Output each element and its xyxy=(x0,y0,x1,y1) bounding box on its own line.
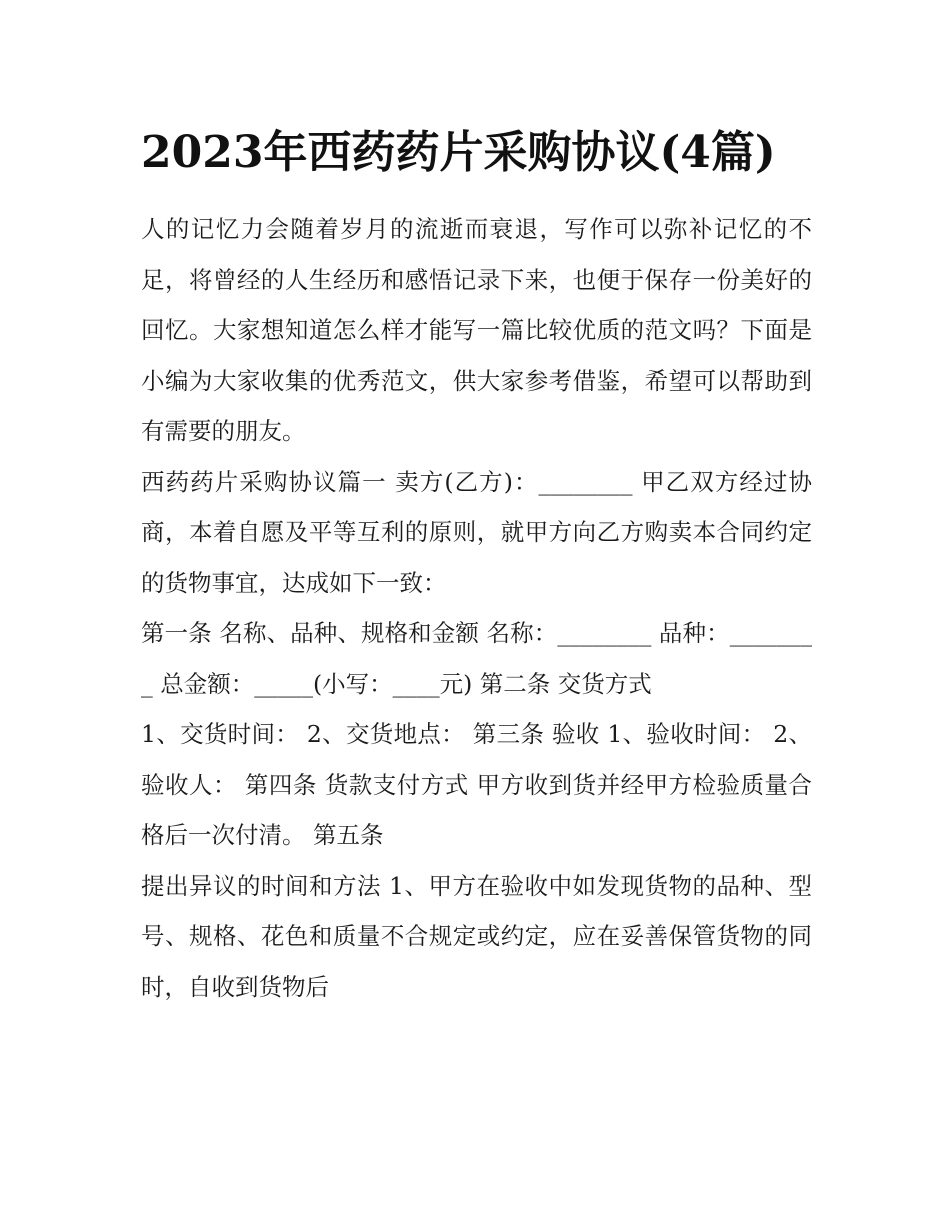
articles-three-to-five-paragraph: 1、交货时间： 2、交货地点： 第三条 验收 1、验收时间： 2、验收人： 第四条 货款支付方式 甲方收到货并经甲方检验质量合格后一次付清。 第五条 xyxy=(141,720,812,849)
article-one-two-paragraph: 第一条 名称、品种、规格和金额 名称：________ 品种：________ 总金额：_____(小写：____元) 第二条 交货方式 xyxy=(141,619,812,698)
agreement-opening-paragraph: 西药药片采购协议篇一 卖方(乙方)：________ 甲乙双方经过协商，本着自愿及平等互利的原则，就甲方向乙方购卖本合同约定的货物事宜，达成如下一致： xyxy=(141,467,812,597)
document-title: 2023年西药药片采购协议(4篇) xyxy=(141,127,776,178)
objection-paragraph: 提出异议的时间和方法 1、甲方在验收中如发现货物的品种、型号、规格、花色和质量不合规定或约定，应在妥善保管货物的同时，自收到货物后 xyxy=(141,871,812,1001)
intro-paragraph: 人的记忆力会随着岁月的流逝而衰退，写作可以弥补记忆的不足，将曾经的人生经历和感悟记录下来，也便于保存一份美好的回忆。大家想知道怎么样才能写一篇比较优质的范文吗？下面是小编为大家收集的优秀范文，供大家参考借鉴，希望可以帮助到有需要的朋友。 xyxy=(141,215,812,445)
